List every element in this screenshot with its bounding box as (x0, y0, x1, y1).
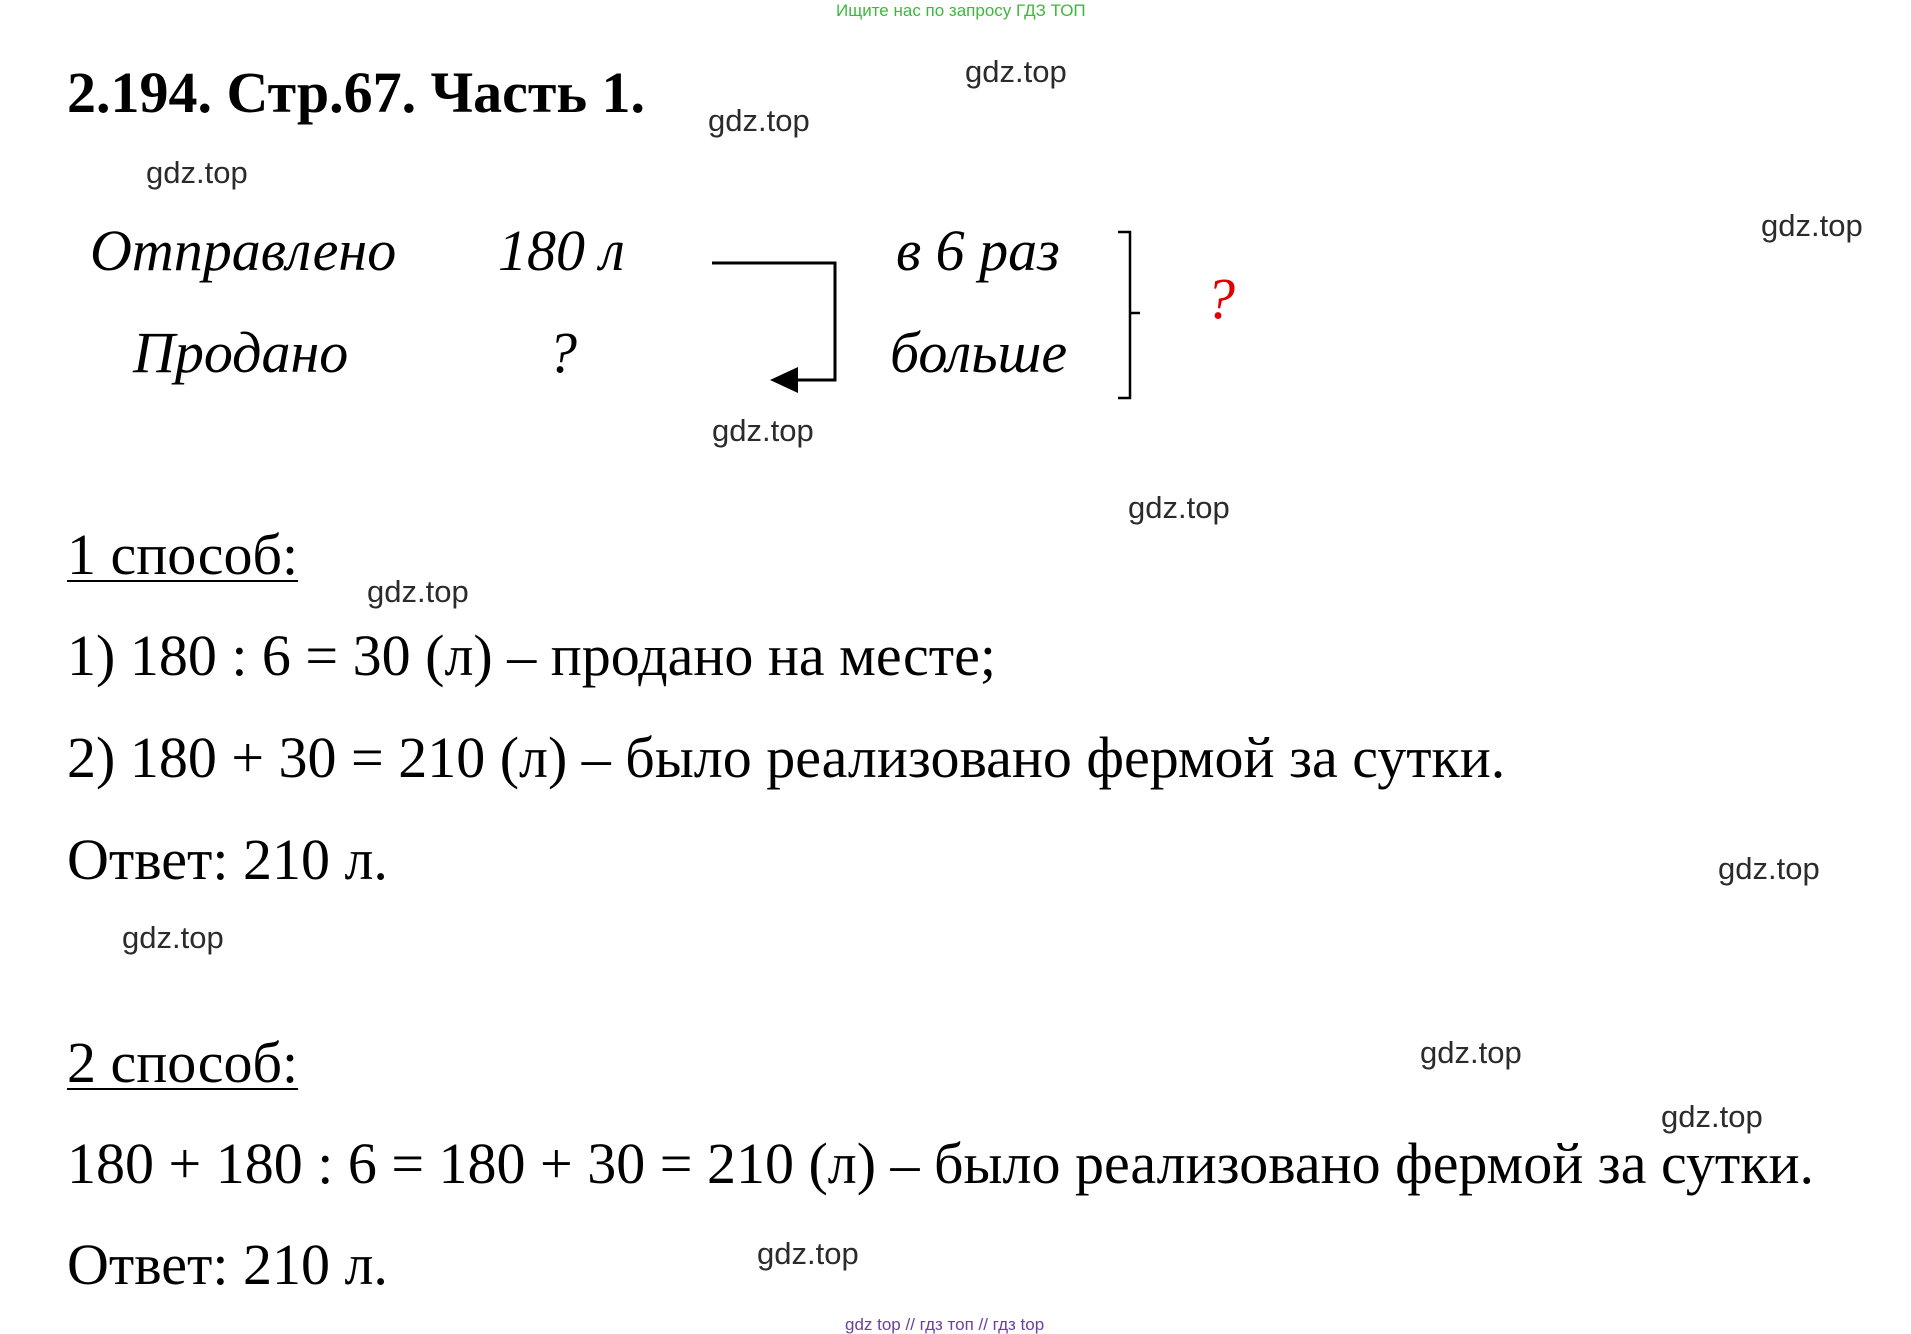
method1-step1: 1) 180 : 6 = 30 (л) – продано на месте; (67, 623, 996, 688)
method2-solution: 180 + 180 : 6 = 180 + 30 = 210 (л) – было реализовано фермой за сутки. (67, 1131, 1814, 1196)
relation-more: больше (890, 320, 1068, 385)
relation-times: в 6 раз (896, 218, 1060, 283)
method1-heading: 1 способ: (67, 522, 299, 587)
total-question-mark: ? (1206, 266, 1235, 331)
top-banner[interactable]: Ищите нас по запросу ГДЗ ТОП (836, 1, 1086, 20)
watermark: gdz.top (367, 574, 469, 609)
watermark: gdz.top (146, 155, 248, 190)
watermark: gdz.top (712, 413, 814, 448)
method2-answer: Ответ: 210 л. (67, 1232, 388, 1297)
watermark: gdz.top (1718, 851, 1820, 886)
watermark: gdz.top (757, 1236, 859, 1271)
relation-arrow-head-icon (770, 367, 798, 393)
relation-arrow-line (712, 263, 835, 380)
footer-links[interactable]: gdz top // гдз топ // гдз top (845, 1315, 1045, 1334)
watermark: gdz.top (1128, 490, 1230, 525)
watermark: gdz.top (122, 920, 224, 955)
watermark: gdz.top (965, 54, 1067, 89)
row-sold-value: ? (548, 320, 577, 385)
watermark: gdz.top (1661, 1099, 1763, 1134)
row-sent-value: 180 л (498, 218, 625, 283)
watermark: gdz.top (1761, 208, 1863, 243)
method1-answer: Ответ: 210 л. (67, 827, 388, 892)
row-sent-label: Отправлено (90, 218, 397, 283)
watermark: gdz.top (708, 103, 810, 138)
watermark: gdz.top (1420, 1035, 1522, 1070)
row-sold-label: Продано (133, 320, 349, 385)
total-brace-icon (1118, 232, 1140, 398)
method1-step2: 2) 180 + 30 = 210 (л) – было реализовано фермой за сутки. (67, 725, 1506, 790)
method2-heading: 2 способ: (67, 1030, 299, 1095)
page-title: 2.194. Стр.67. Часть 1. (67, 60, 646, 125)
